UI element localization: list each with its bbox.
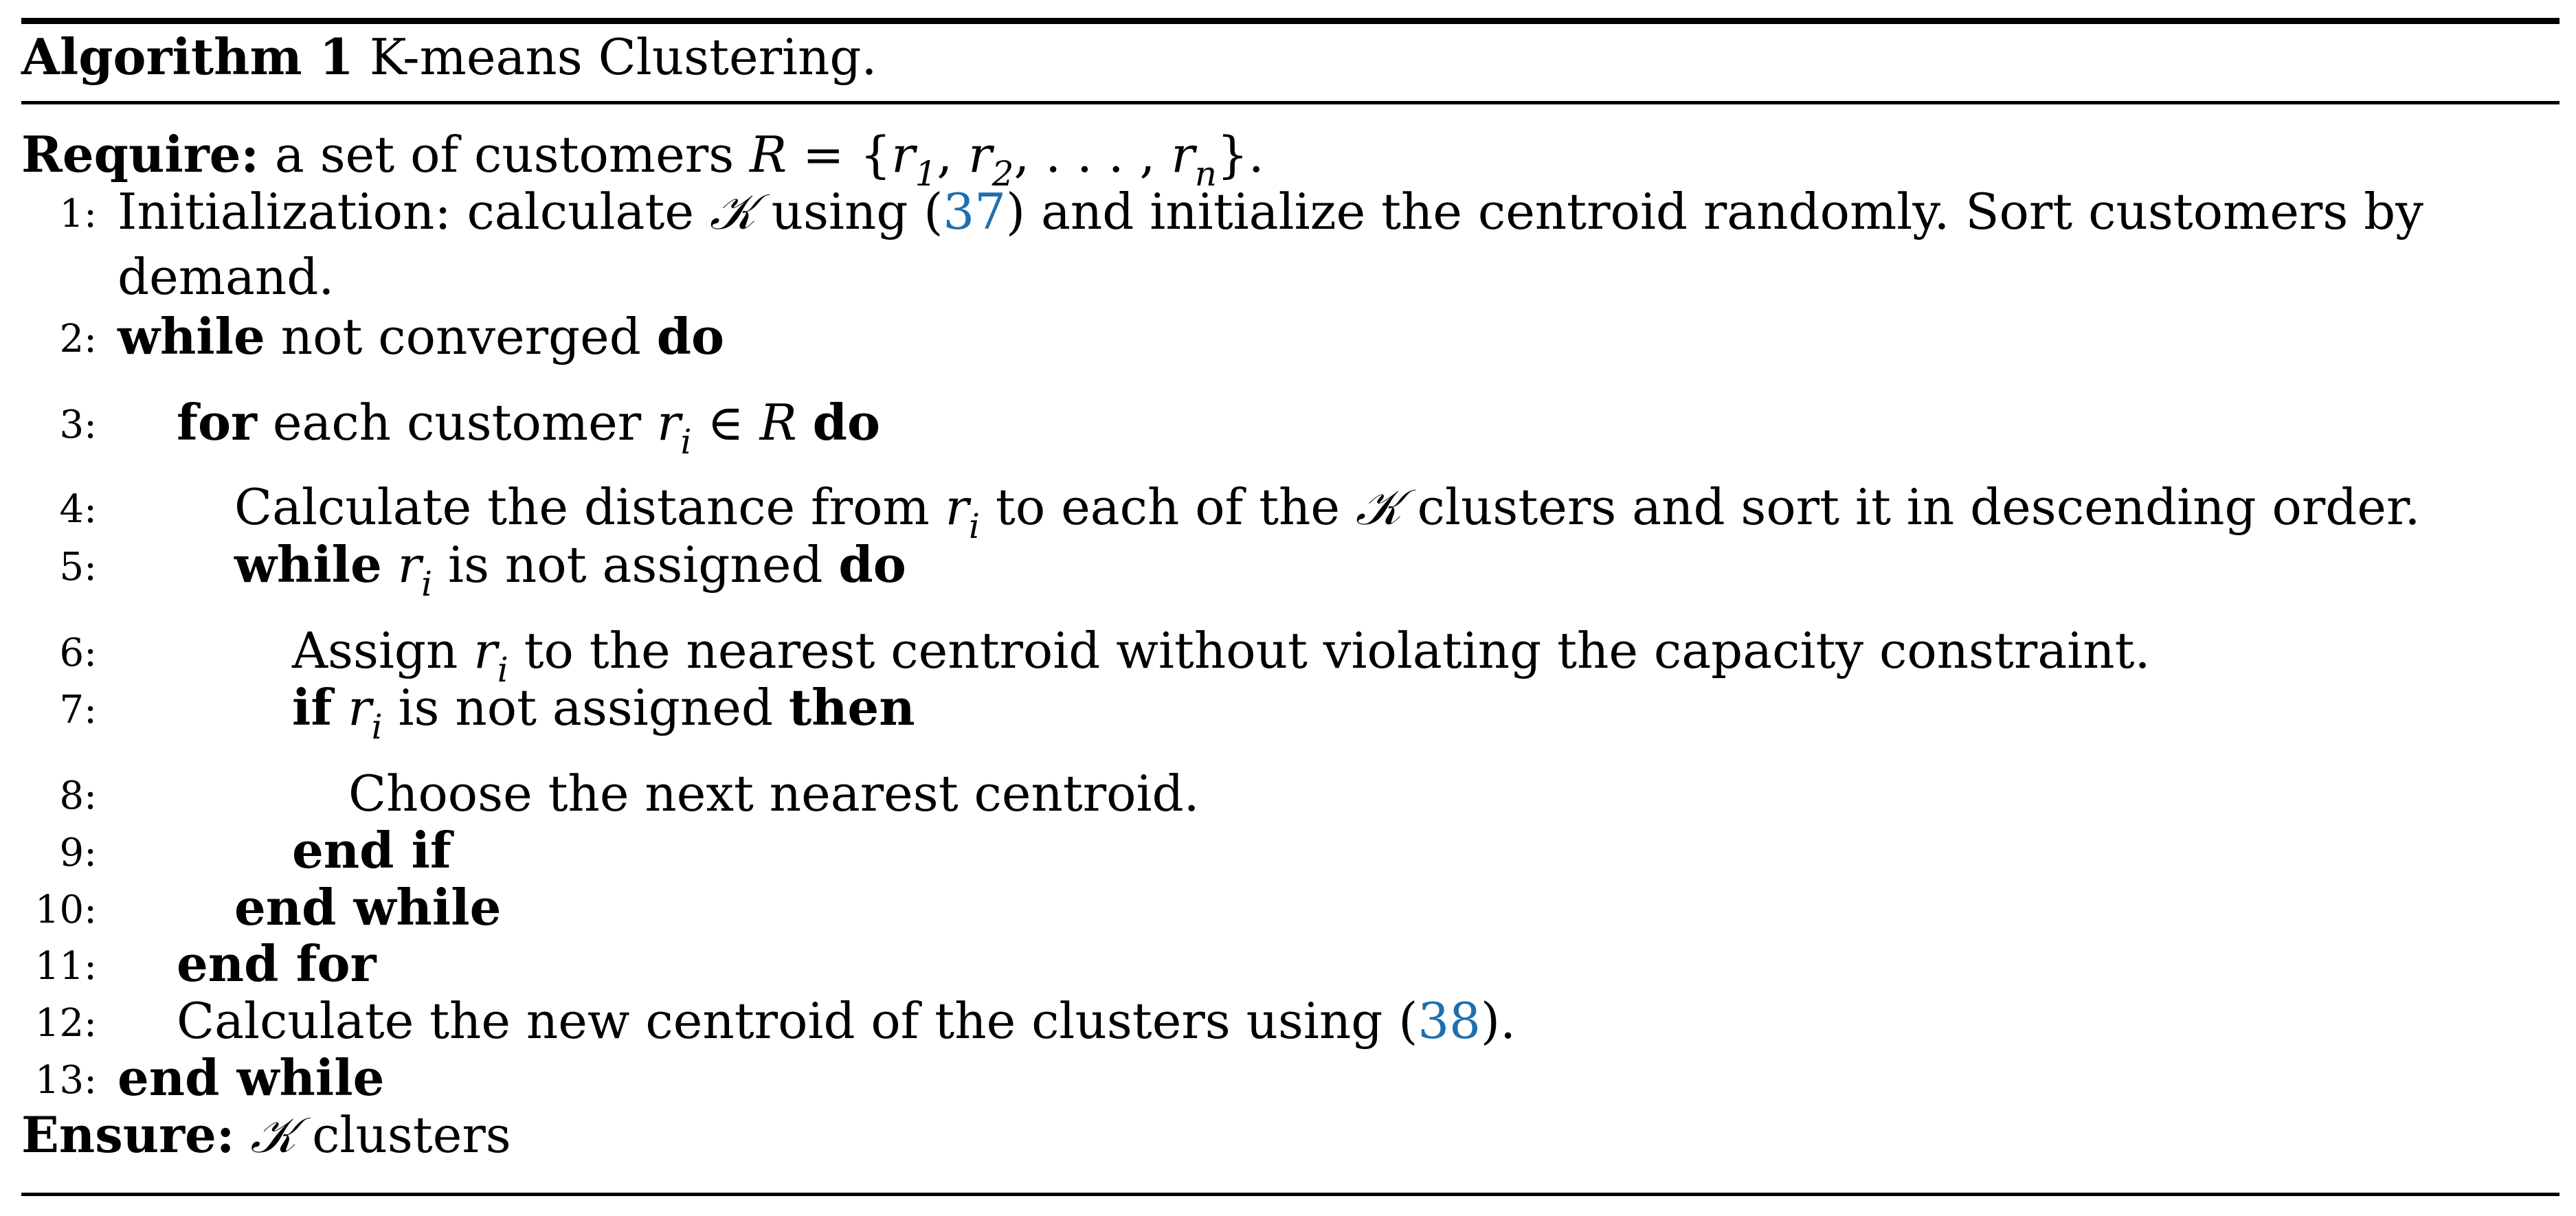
line-12-text-a: Calculate the new centroid of the clusters using (	[177, 992, 1418, 1050]
var-r: r	[473, 622, 497, 679]
line-4-text-a: Calculate the distance from	[234, 478, 945, 536]
require-sub2: 2	[992, 154, 1014, 194]
line-6-text-a: Assign	[292, 622, 474, 679]
line-text	[117, 181, 2423, 243]
line-1-text-a: Initialization: calculate	[117, 183, 710, 240]
line-1-text-c: ) and initialize the centroid randomly. Sort customers by	[1006, 183, 2423, 240]
equation-ref-38[interactable]: 38	[1418, 992, 1481, 1050]
algorithm-title: K-means Clustering.	[369, 28, 877, 86]
keyword-do: do	[838, 535, 906, 594]
line-number: 6:	[59, 631, 97, 675]
element-of: ∈	[691, 394, 760, 451]
require-sep: ,	[937, 126, 969, 183]
line-text	[177, 990, 1516, 1052]
require-text: a set of customers	[274, 126, 735, 183]
var-sub-i: i	[969, 506, 981, 546]
var-sub-i: i	[421, 564, 433, 604]
require-subn: n	[1194, 154, 1217, 194]
line-number: 5:	[59, 545, 97, 589]
keyword-end-while: end while	[117, 1048, 385, 1107]
line-number: 13:	[34, 1058, 97, 1103]
require-rn: r	[1171, 126, 1195, 183]
line-1-text-b: using (	[755, 183, 943, 240]
var-sub-i: i	[497, 650, 508, 690]
require-set-lhs: R	[750, 126, 787, 183]
keyword-if: if	[292, 678, 333, 736]
line-number: 11:	[34, 944, 97, 989]
keyword-then: then	[788, 678, 915, 736]
line-4-text-b: to each of the	[980, 478, 1356, 536]
bottom-rule	[21, 1193, 2560, 1196]
keyword-do: do	[812, 393, 881, 451]
keyword-for: for	[177, 393, 257, 451]
equation-ref-37[interactable]: 37	[943, 183, 1007, 240]
require-close: }.	[1216, 126, 1264, 183]
var-r: r	[348, 679, 372, 736]
line-text	[292, 677, 915, 747]
line-number: 7:	[59, 688, 97, 732]
line-number: 3:	[59, 403, 97, 447]
line-4-text-c: clusters and sort it in descending order.	[1401, 478, 2421, 536]
var-r: r	[397, 536, 422, 594]
line-7-text: is not assigned	[382, 679, 789, 736]
line-number: 8:	[59, 774, 97, 818]
line-text: Choose the next nearest centroid.	[348, 765, 1200, 822]
line-number: 12:	[34, 1001, 97, 1046]
require-sub1: 1	[915, 154, 937, 194]
line-number: 10:	[34, 888, 97, 932]
line-2-text: not converged	[265, 308, 657, 365]
require-r2: r	[968, 126, 992, 183]
var-sub-i: i	[371, 707, 383, 747]
require-dots: , . . . ,	[1013, 126, 1172, 183]
top-rule	[21, 18, 2560, 24]
algorithm-label: Algorithm 1	[21, 27, 354, 86]
keyword-while: while	[117, 307, 265, 365]
line-number: 4:	[59, 487, 97, 532]
require-label: Require:	[21, 125, 260, 183]
line-number: 2:	[59, 317, 97, 361]
line-1-continuation: demand.	[117, 248, 335, 306]
keyword-end-for: end for	[177, 934, 377, 993]
line-3-text: each customer	[256, 394, 658, 451]
line-text	[117, 306, 724, 368]
ensure-text: clusters	[312, 1106, 511, 1164]
ensure-line	[21, 1104, 2560, 1166]
require-set-eq: = {	[787, 126, 892, 183]
require-r1: r	[891, 126, 915, 183]
var-R: R	[759, 394, 797, 451]
line-5-text: is not assigned	[432, 536, 839, 594]
line-number: 1:	[59, 192, 97, 236]
line-6-text-b: to the nearest centroid without violating the capacity constraint.	[508, 622, 2151, 679]
line-number: 9:	[59, 831, 97, 875]
algorithm-block	[21, 0, 2560, 1216]
k-symbol: 𝒦	[709, 183, 756, 240]
var-r: r	[945, 478, 970, 536]
keyword-end-if: end if	[292, 821, 451, 879]
k-symbol: 𝒦	[250, 1106, 297, 1164]
keyword-end-while: end while	[234, 878, 502, 936]
line-text	[234, 534, 906, 604]
line-text	[177, 392, 881, 462]
algorithm-heading	[21, 26, 2560, 88]
heading-rule	[21, 101, 2560, 104]
var-sub-i: i	[680, 422, 692, 462]
line-12-text-b: ).	[1481, 992, 1516, 1050]
k-symbol: 𝒦	[1355, 478, 1402, 536]
var-r: r	[657, 394, 681, 451]
ensure-label: Ensure:	[21, 1105, 235, 1164]
keyword-while: while	[234, 535, 382, 594]
keyword-do: do	[656, 307, 725, 365]
